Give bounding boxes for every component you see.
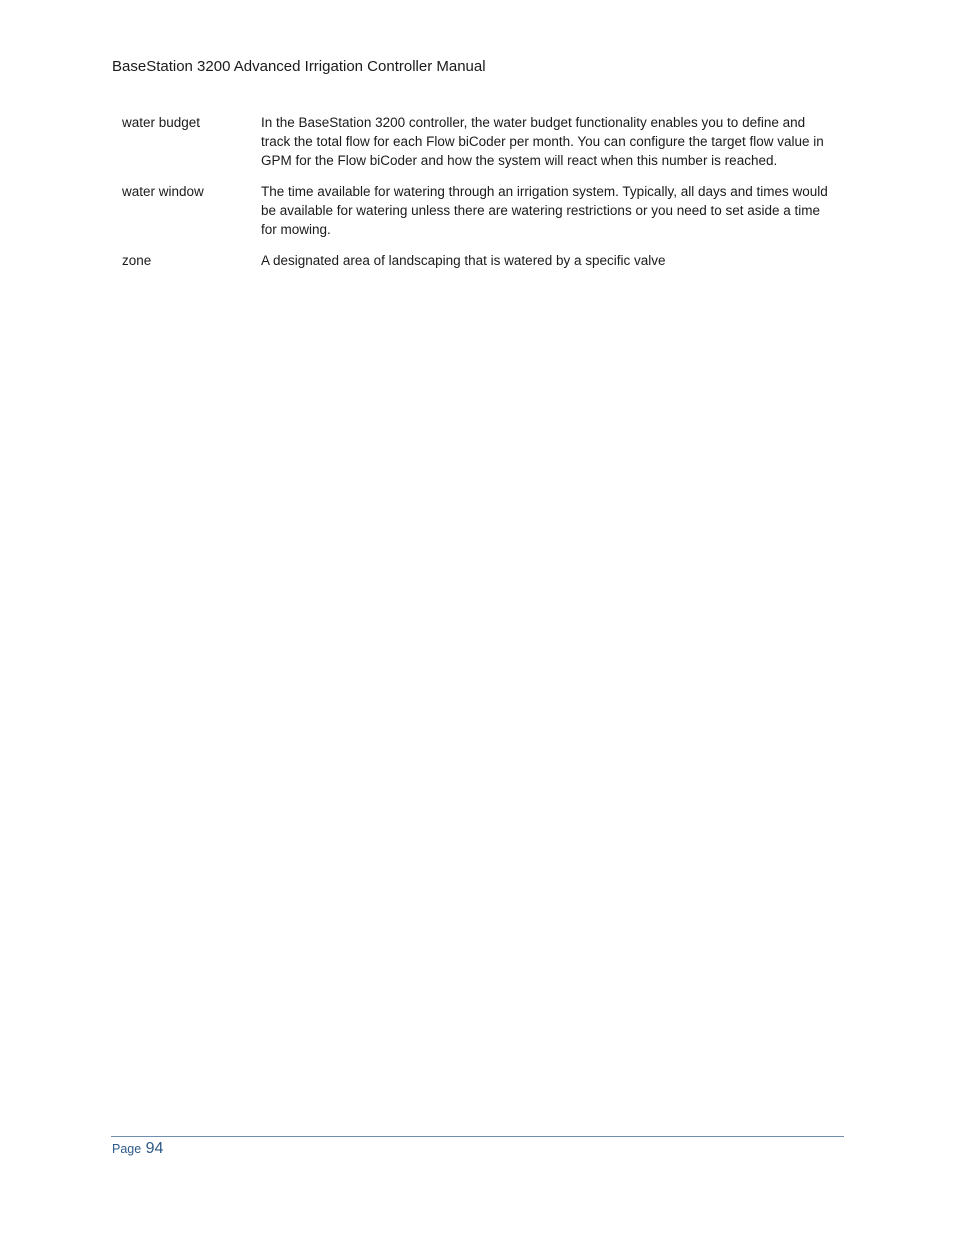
page-label: Page — [112, 1142, 142, 1156]
glossary-term: water budget — [122, 115, 201, 130]
glossary-definition: A designated area of landscaping that is watered by a specific valve — [261, 253, 666, 268]
glossary-list — [122, 113, 832, 282]
footer-divider — [111, 1136, 844, 1137]
glossary-term: water window — [122, 184, 204, 199]
page-header: BaseStation 3200 Advanced Irrigation Controller Manual — [112, 58, 486, 75]
glossary-entry-water-window — [122, 182, 832, 239]
glossary-term: zone — [122, 253, 152, 268]
glossary-definition: The time available for watering through an irrigation system. Typically, all days and times would be available for watering unless there are watering restrictions or you need to set aside a time for mowing. — [261, 184, 828, 237]
glossary-entry-zone — [122, 251, 832, 270]
glossary-definition: In the BaseStation 3200 controller, the water budget functionality enables you to define and track the total flow for each Flow biCoder per month. You can configure the target flow value in GPM for the Flow biCoder and how the system will react when this number is reached. — [261, 115, 824, 168]
page-footer — [112, 1140, 163, 1158]
glossary-entry-water-budget — [122, 113, 832, 170]
page-number: 94 — [145, 1140, 164, 1157]
